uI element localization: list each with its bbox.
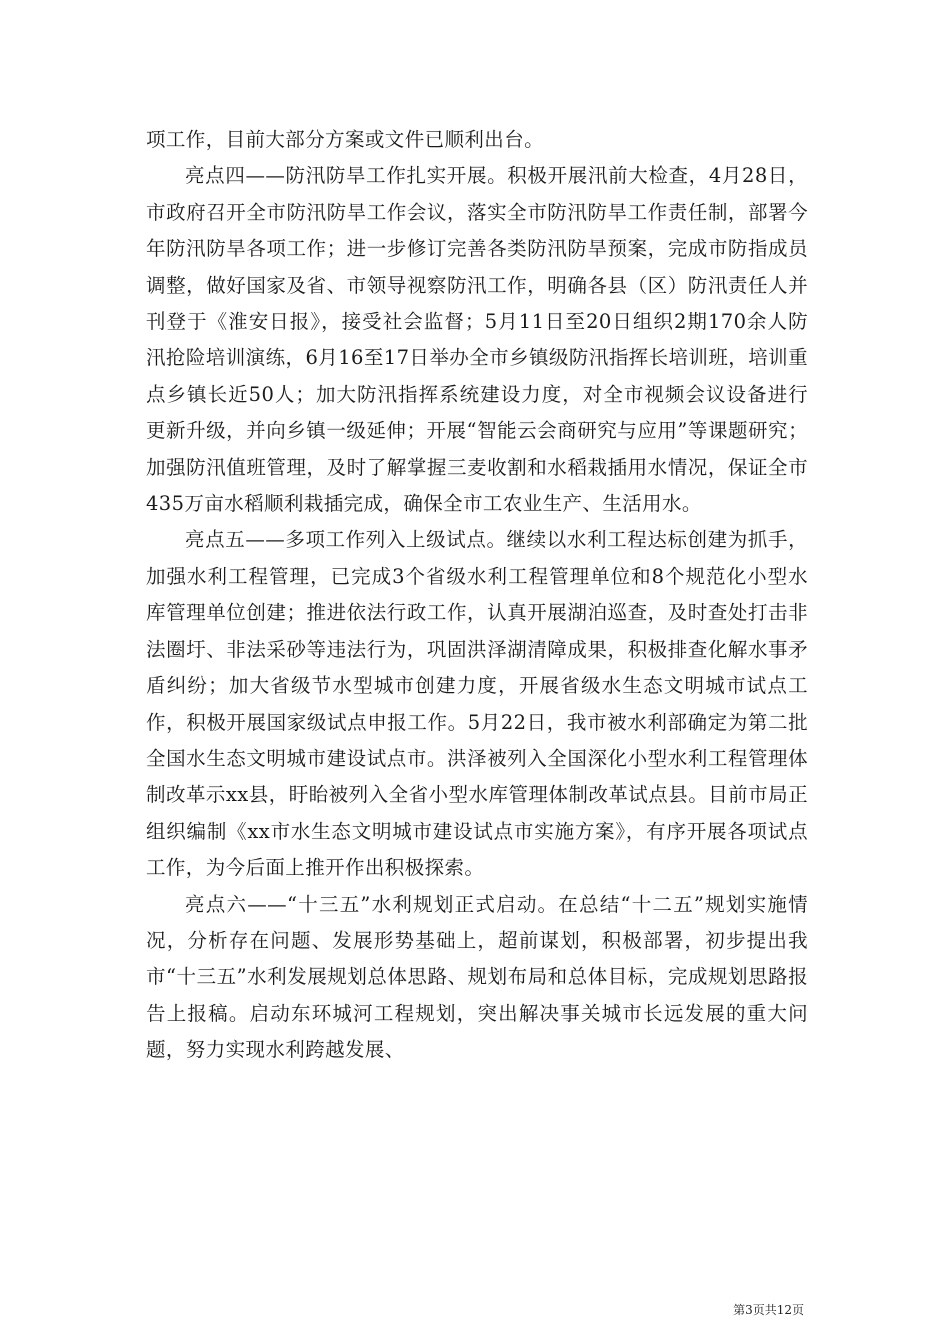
paragraph-highlight-four: 亮点四——防汛防旱工作扎实开展。积极开展汛前大检查，4月28日，市政府召开全市防汛防旱工作会议，落实全市防汛防旱工作责任制，部署今年防汛防旱各项工作；进一步修订完善各类防汛防旱预案，完成市防指成员调整，做好国家及省、市领导视察防汛工作，明确各县（区）防汛责任人并刊登于《淮安日报》，接受社会监督；5月11日至20日组织2期170余人防汛抢险培训演练，6月16至17日举办全市乡镇级防汛指挥长培训班，培训重点乡镇长近50人；加大防汛指挥系统建设力度，对全市视频会议设备进行更新升级，并向乡镇一级延伸；开展“智能云会商研究与应用”等课题研究；加强防汛值班管理，及时了解掌握三麦收割和水稻栽插用水情况，保证全市435万亩水稻顺利栽插完成，确保全市工农业生产、生活用水。: [146, 164, 808, 516]
paragraph-highlight-six: 亮点六——“十三五”水利规划正式启动。在总结“十二五”规划实施情况，分析存在问题、发展形势基础上，超前谋划，积极部署，初步提出我市“十三五”水利发展规划总体思路、规划布局和总体目标，完成规划思路报告上报稿。启动东环城河工程规划，突出解决事关城市长远发展的重大问题，努力实现水利跨越发展、: [146, 892, 808, 1062]
paragraph-highlight-five: 亮点五——多项工作列入上级试点。继续以水利工程达标创建为抓手，加强水利工程管理，已完成3个省级水利工程管理单位和8个规范化小型水库管理单位创建；推进依法行政工作，认真开展湖泊巡查，及时查处打击非法圈圩、非法采砂等违法行为，巩固洪泽湖清障成果，积极排查化解水事矛盾纠纷；加大省级节水型城市创建力度，开展省级水生态文明城市试点工作，积极开展国家级试点申报工作。5月22日，我市被水利部确定为第二批全国水生态文明城市建设试点市。洪泽被列入全国深化小型水利工程管理体制改革示xx县，盱眙被列入全省小型水库管理体制改革试点县。目前市局正组织编制《xx市水生态文明城市建设试点市实施方案》，有序开展各项试点工作，为今后面上推开作出积极探索。: [146, 528, 808, 880]
page-number-footer: 第3页共12页: [733, 1303, 804, 1317]
paragraph-continuation: 项工作，目前大部分方案或文件已顺利出台。: [146, 128, 545, 151]
document-body: [146, 122, 808, 1069]
